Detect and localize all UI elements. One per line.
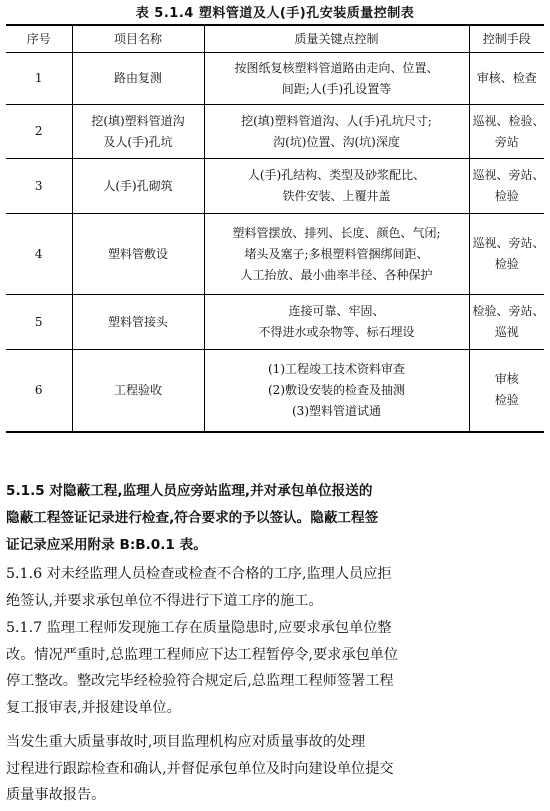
- cell-line: 铁件安装、上覆井盖: [282, 189, 391, 203]
- cell-line: (1)工程竣工技术资料审查: [268, 361, 405, 376]
- cell-line: 路由复测: [113, 71, 162, 85]
- quality-control-table: [6, 24, 544, 433]
- cell-line: 检验: [494, 257, 519, 271]
- cell-line: 旁站: [494, 134, 519, 149]
- section-5-1-5: [6, 478, 544, 559]
- cell-line: 挖(填)塑料管道沟: [91, 113, 185, 128]
- header-item-name: 项目名称: [72, 25, 204, 53]
- row-control-means: [469, 295, 544, 350]
- section-5-1-6: [6, 561, 544, 614]
- header-no: 序号: [6, 25, 72, 53]
- row-item-name: [72, 159, 204, 214]
- row-no: 6: [6, 350, 72, 432]
- row-key-points: [204, 53, 469, 105]
- cell-line: 按图纸复核塑料管道路由走向、位置、: [234, 60, 439, 75]
- paragraph-line: 复工报审表,并报建设单位。: [6, 699, 181, 716]
- paragraph-line: 质量事故报告。: [6, 787, 106, 803]
- paragraph-line: 当发生重大质量事故时,项目监理机构应对质量事故的处理: [6, 734, 366, 750]
- table-row: [6, 159, 544, 214]
- cell-line: 连接可靠、牢固、: [288, 304, 385, 318]
- row-key-points: [204, 295, 469, 350]
- paragraph-line: 5.1.6 对未经监理人员检查或检查不合格的工序,监理人员应拒: [6, 566, 392, 582]
- table-header-row: [6, 25, 544, 53]
- section-5-1-7: [6, 615, 544, 721]
- cell-line: (2)敷设安装的检查及抽测: [268, 382, 405, 397]
- cell-line: (3)塑料管道试通: [292, 403, 381, 418]
- cell-line: 工程验收: [113, 382, 162, 397]
- row-control-means: [469, 350, 544, 432]
- paragraph-line: 隐蔽工程签证记录进行检查,符合要求的予以签认。隐蔽工程签: [6, 510, 379, 526]
- row-no: 4: [6, 214, 72, 295]
- row-key-points: [204, 105, 469, 159]
- cell-line: 人(手)孔砌筑: [103, 178, 173, 193]
- row-control-means: [469, 53, 544, 105]
- header-key-points: 质量关键点控制: [204, 25, 469, 53]
- cell-line: 巡视、旁站、: [472, 236, 545, 250]
- table-row: [6, 295, 544, 350]
- cell-line: 挖(填)塑料管道沟、人(手)孔坑尺寸;: [241, 113, 432, 128]
- row-no: 3: [6, 159, 72, 214]
- cell-line: 检验: [494, 393, 519, 408]
- row-no: 5: [6, 295, 72, 350]
- accident-paragraph: [6, 729, 544, 809]
- paragraph-line: 5.1.5 对隐蔽工程,监理人员应旁站监理,并对承包单位报送的: [6, 483, 373, 499]
- table-row: [6, 214, 544, 295]
- header-control-means: 控制手段: [469, 25, 544, 53]
- paragraph-line: 停工整改。整改完毕经检验符合规定后,总监理工程师签署工程: [6, 673, 394, 689]
- cell-line: 巡视、旁站、: [472, 168, 545, 182]
- paragraph-line: 5.1.7 监理工程师发现施工存在质量隐患时,应要求承包单位整: [6, 620, 392, 636]
- cell-line: 及人(手)孔坑: [103, 134, 173, 149]
- row-key-points: [204, 350, 469, 432]
- cell-line: 塑料管摆放、排列、长度、颜色、气闭;: [232, 225, 441, 240]
- cell-line: 塑料管敷设: [107, 246, 168, 261]
- row-no: 2: [6, 105, 72, 159]
- row-control-means: [469, 214, 544, 295]
- row-no: 1: [6, 53, 72, 105]
- cell-line: 审核、检查: [476, 71, 537, 85]
- paragraph-line: 过程进行跟踪检查和确认,并督促承包单位及时向建设单位提交: [6, 760, 394, 777]
- cell-line: 巡视: [494, 325, 519, 339]
- row-control-means: [469, 105, 544, 159]
- row-key-points: [204, 214, 469, 295]
- row-item-name: [72, 105, 204, 159]
- cell-line: 检验、旁站、: [472, 304, 545, 318]
- paragraph-line: 证记录应采用附录 B:B.0.1 表。: [6, 537, 207, 553]
- cell-line: 间距;人(手)孔设置等: [281, 81, 392, 96]
- cell-line: 堵头及塞子;多根塑料管捆绑间距、: [244, 246, 429, 261]
- cell-line: 巡视、检验、: [472, 113, 545, 128]
- table-row: [6, 53, 544, 105]
- row-key-points: [204, 159, 469, 214]
- cell-line: 不得进水或杂物等、标石埋设: [258, 325, 415, 339]
- cell-line: 塑料管接头: [107, 314, 168, 329]
- cell-line: 审核: [494, 372, 519, 387]
- paragraph-line: 改。情况严重时,总监理工程师应下达工程暂停令,要求承包单位: [6, 646, 399, 663]
- row-item-name: [72, 295, 204, 350]
- cell-line: 检验: [494, 189, 519, 203]
- row-control-means: [469, 159, 544, 214]
- row-item-name: [72, 53, 204, 105]
- cell-line: 人工抬放、最小曲率半径、各种保护: [240, 267, 433, 282]
- cell-line: 沟(坑)位置、沟(坑)深度: [273, 134, 400, 149]
- table-title: 表 5.1.4 塑料管道及人(手)孔安装质量控制表: [135, 6, 415, 21]
- cell-line: 人(手)孔结构、类型及砂浆配比、: [247, 168, 426, 182]
- table-row: [6, 105, 544, 159]
- table-row: [6, 350, 544, 432]
- paragraph-line: 绝签认,并要求承包单位不得进行下道工序的施工。: [6, 592, 323, 609]
- row-item-name: [72, 214, 204, 295]
- row-item-name: [72, 350, 204, 432]
